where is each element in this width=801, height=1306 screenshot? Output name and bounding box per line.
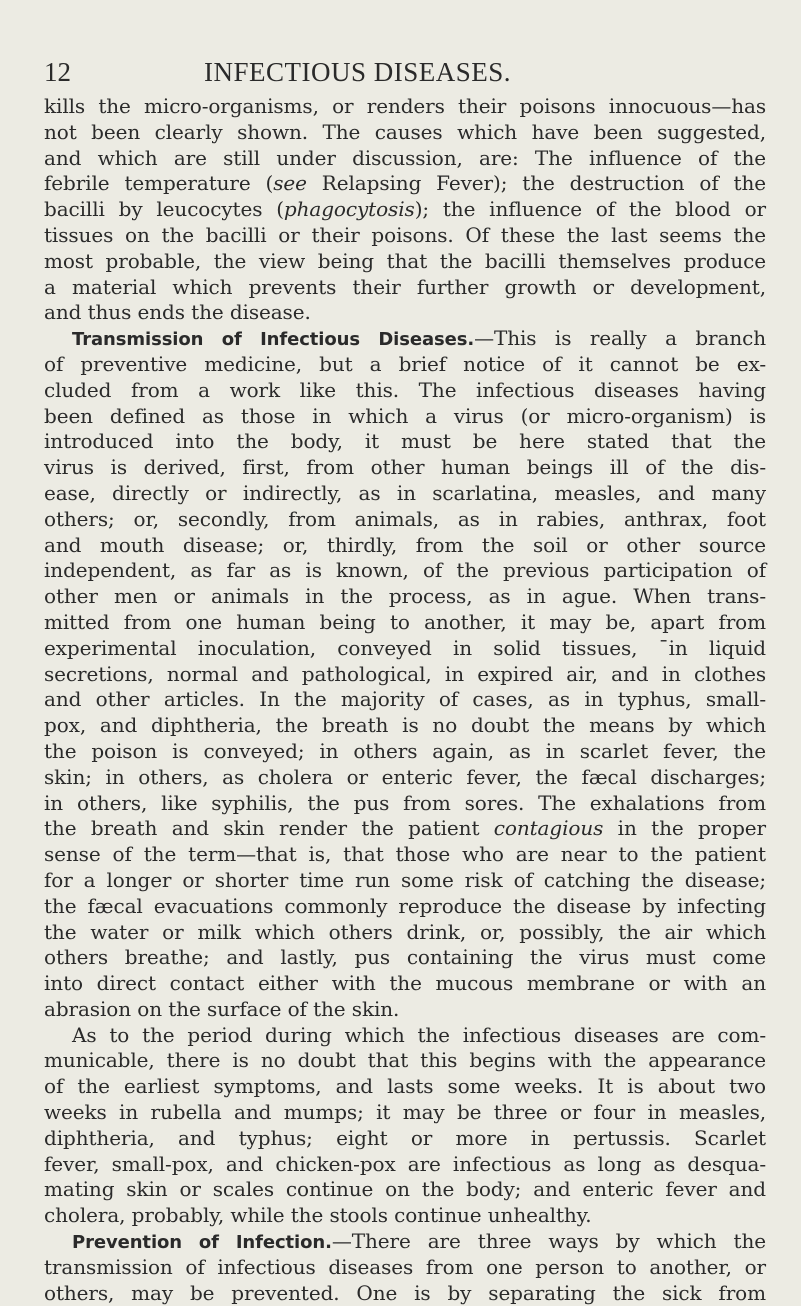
italic-see: see [273,171,307,196]
text-line: mating skin or scales continue on the body; and enteric fever and [44,1177,766,1202]
text-line: independent, as far as is known, of the previous participation of [44,558,766,583]
text-line: bacilli by leucocytes (phagocytosis); the influence of the blood or [44,197,766,222]
text-line: other men or animals in the process, as in ague. When trans- [44,584,766,609]
text-line: diphtheria, and typhus; eight or more in pertussis. Scarlet [44,1125,766,1150]
text-line: cluded from a work like this. The infectious diseases having [44,377,766,402]
text-line: for a longer or shorter time run some risk of catching the disease; [44,867,766,892]
paragraph-3 [44,1023,766,1229]
text-line: experimental inoculation, conveyed in solid tissues, ˉin liquid [44,635,766,660]
section-heading-transmission: Transmission of Infectious Diseases. [72,329,475,351]
text-line: been defined as those in which a virus (or micro-organism) is [44,403,766,428]
text-line: not been clearly shown. The causes which have been suggested, [44,119,766,144]
paragraph-4 [44,1229,766,1306]
paragraph-2 [44,326,766,1023]
text-line: sense of the term—that is, that those who are near to the patient [44,842,766,867]
running-head: INFECTIOUS DISEASES. [204,57,512,87]
text-line: most probable, the view being that the bacilli themselves produce [44,248,766,273]
text-line: tissues on the bacilli or their poisons. Of these the last seems the [44,222,766,247]
text-line: in others, like syphilis, the pus from sores. The exhalations from [44,790,766,815]
text-line: and which are still under discussion, are: The influence of the [44,145,766,170]
text-line: Transmission of Infectious Diseases.—This is really a branch [72,326,766,351]
text-line: municable, there is no doubt that this begins with the appearance [44,1048,766,1073]
section-heading-prevention: Prevention of Infection. [72,1232,332,1254]
paragraph-1 [44,94,766,326]
text-line: skin; in others, as cholera or enteric fever, the fæcal discharges; [44,764,766,789]
text-line: introduced into the body, it must be here stated that the [44,429,766,454]
text-line: mitted from one human being to another, it may be, apart from [44,609,766,634]
text-line: into direct contact either with the mucous membrane or with an [44,971,766,996]
text-line: weeks in rubella and mumps; it may be three or four in measles, [44,1100,766,1125]
text-line: kills the micro-organisms, or renders their poisons innocuous—has [44,94,766,118]
text-line: Prevention of Infection.—There are three ways by which the [72,1229,767,1254]
page-number: 12 [44,57,71,87]
page-header [44,54,764,90]
text-line: fever, small-pox, and chicken-pox are infectious as long as desqua- [44,1151,766,1176]
text-line: abrasion on the surface of the skin. [44,996,400,1021]
text-line: the fæcal evacuations commonly reproduce the disease by infecting [44,893,766,918]
text-line: and thus ends the disease. [44,300,311,325]
text-line: virus is derived, first, from other human beings ill of the dis- [44,455,766,480]
text-line: others, may be prevented. One is by separating the sick from [44,1280,766,1305]
text-line: the water or milk which others drink, or, possibly, the air which [44,919,766,944]
italic-contagious: contagious [493,816,604,841]
text-line: others breathe; and lastly, pus containing the virus must come [44,945,766,970]
text-line: febrile temperature (see Relapsing Fever); the destruction of the [44,171,766,196]
text-line: transmission of infectious diseases from one person to another, or [44,1254,766,1279]
text-line: of the earliest symptoms, and lasts some weeks. It is about two [44,1074,766,1099]
text-line: the poison is conveyed; in others again, as in scarlet fever, the [44,738,766,763]
text-line: As to the period during which the infectious diseases are com- [72,1022,766,1047]
text-line: cholera, probably, while the stools continue unhealthy. [44,1203,592,1228]
text-line: ease, directly or indirectly, as in scarlatina, measles, and many [44,480,766,505]
text-line: the breath and skin render the patient contagious in the proper [44,816,767,841]
text-line: pox, and diphtheria, the breath is no doubt the means by which [44,713,766,738]
text-line: of preventive medicine, but a brief notice of it cannot be ex- [44,351,766,376]
text-line: secretions, normal and pathological, in expired air, and in clothes [44,661,766,686]
italic-phagocytosis: phagocytosis [283,197,415,222]
text-line: others; or, secondly, from animals, as in rabies, anthrax, foot [44,506,766,531]
text-line: and mouth disease; or, thirdly, from the soil or other source [44,532,766,557]
text-line: a material which prevents their further growth or development, [44,274,766,299]
text-line: and other articles. In the majority of cases, as in typhus, small- [44,687,766,712]
body-text [44,94,767,1305]
